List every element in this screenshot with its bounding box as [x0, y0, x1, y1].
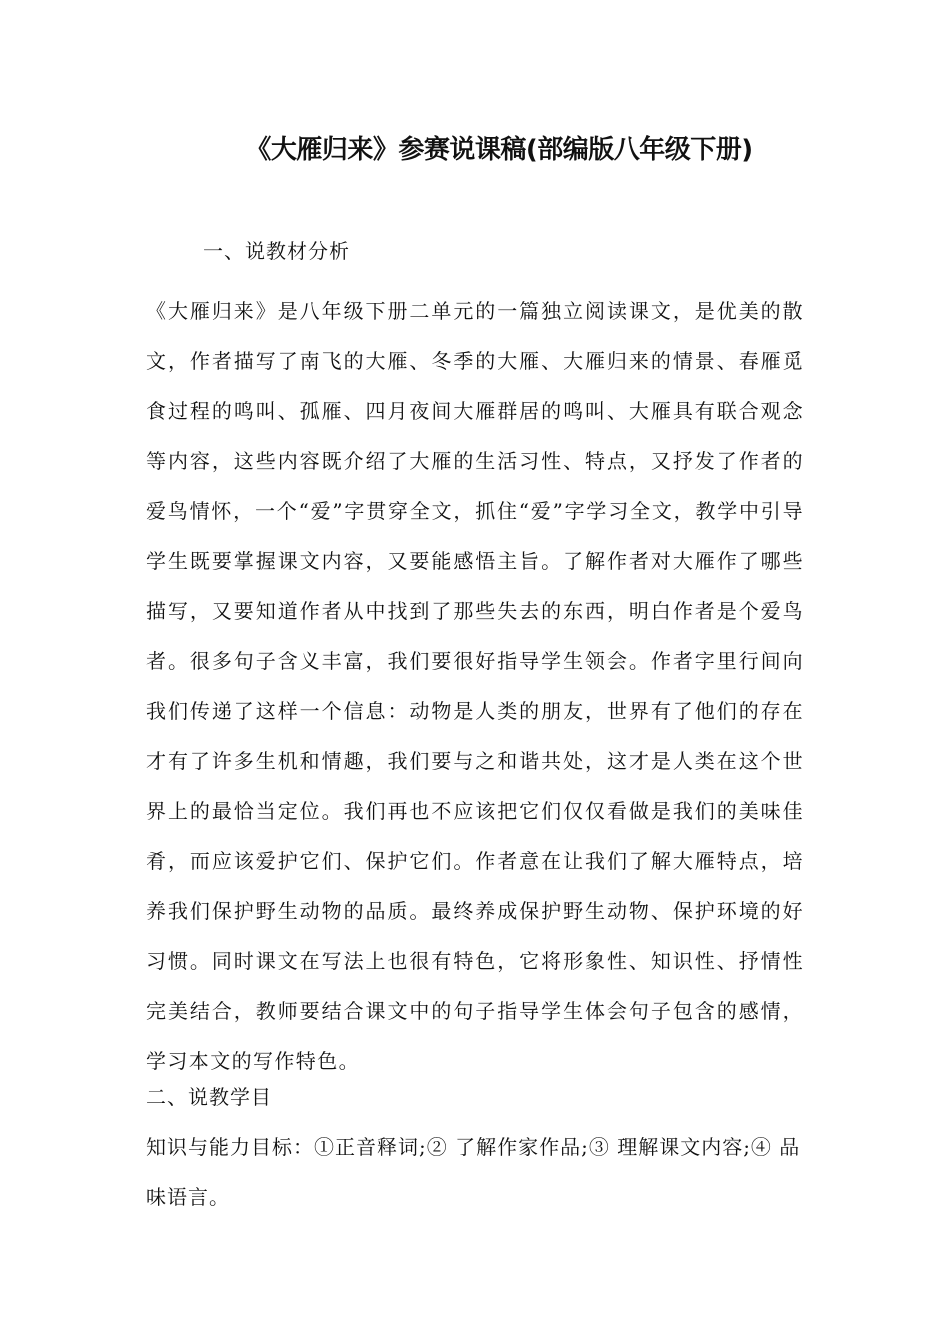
- section-heading-teaching-goals: 二、说教学目: [146, 1085, 272, 1109]
- textbook-analysis-paragraph: 《大雁归来》是八年级下册二单元的一篇独立阅读课文，是优美的散文，作者描写了南飞的大雁、冬季的大雁、大雁归来的情景、春雁觅食过程的鸣叫、孤雁、四月夜间大雁群居的鸣叫、大雁具有联合观念等内容，这些内容既介绍了大雁的生活习性、特点，又抒发了作者的爱鸟情怀，一个“爱”字贯穿全文，抓住“爱”字学习全文，教学中引导学生既要掌握课文内容，又要能感悟主旨。了解作者对大雁作了哪些描写，又要知道作者从中找到了那些失去的东西，明白作者是个爱鸟者。很多句子含义丰富，我们要很好指导学生领会。作者字里行间向我们传递了这样一个信息：动物是人类的朋友，世界有了他们的存在才有了许多生机和情趣，我们要与之和谐共处，这才是人类在这个世界上的最恰当定位。我们再也不应该把它们仅仅看做是我们的美味佳肴，而应该爱护它们、保护它们。作者意在让我们了解大雁特点，培养我们保护野生动物的品质。最终养成保护野生动物、保护环境的好习惯。同时课文在写法上也很有特色，它将形象性、知识性、抒情性完美结合，教师要结合课文中的句子指导学生体会句子包含的感情，学习本文的写作特色。: [146, 299, 804, 1073]
- section-heading-textbook-analysis: 一、说教材分析: [203, 239, 350, 263]
- document-title: 《大雁归来》参赛说课稿(部编版八年级下册): [245, 135, 753, 165]
- knowledge-ability-goals: 知识与能力目标：①正音释词;② 了解作家作品;③ 理解课文内容;④ 品味语言。: [146, 1135, 801, 1209]
